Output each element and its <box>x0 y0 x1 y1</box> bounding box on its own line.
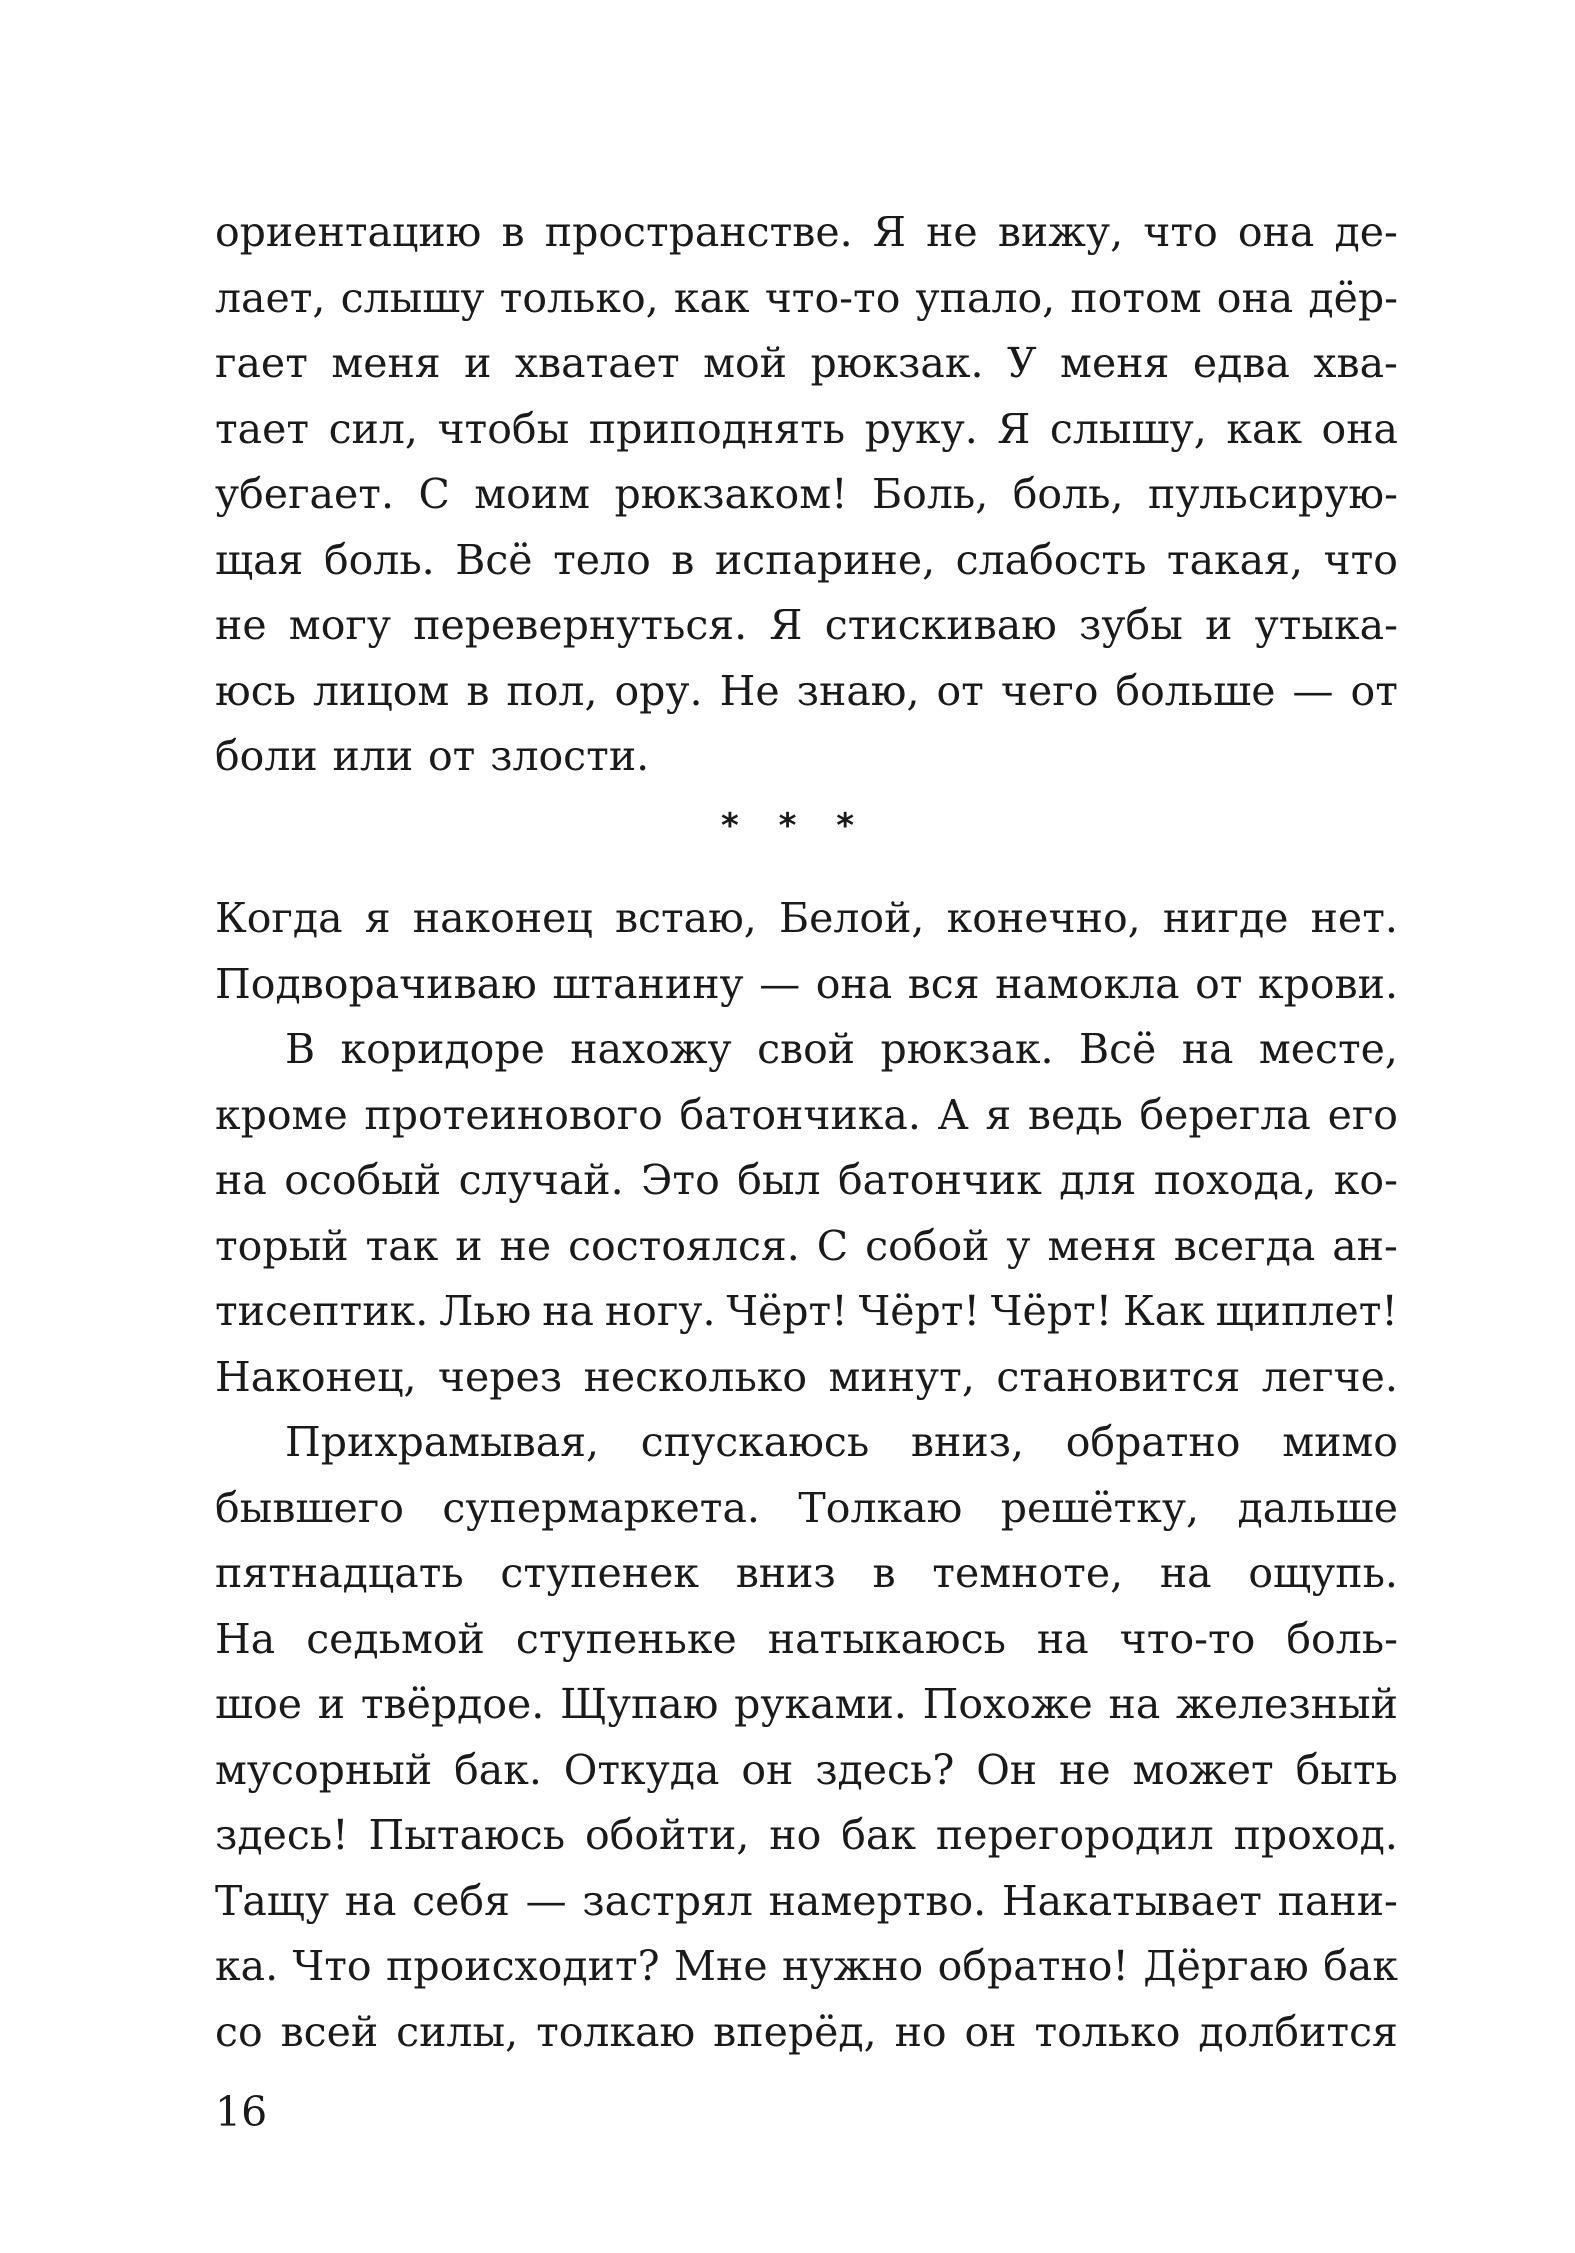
text-line: юсь лицом в пол, ору. Не знаю, от чего больше — от <box>215 666 1398 715</box>
text-line: мусорный бак. Откуда он здесь? Он не может быть <box>215 1745 1398 1794</box>
text-line: Когда я наконец встаю, Белой, конечно, нигде нет. <box>215 894 1398 942</box>
text-line: торый так и не состоялся. С собой у меня всегда ан- <box>215 1221 1398 1270</box>
text-line: со всей силы, толкаю вперёд, но он только долбится <box>215 2007 1398 2056</box>
text-line: лает, слышу только, как что-то упало, потом она дёр- <box>215 273 1398 322</box>
text-line: боли или от злости. <box>215 732 650 780</box>
text-line: Наконец, через несколько минут, становится легче. <box>215 1352 1398 1401</box>
text-line: Прихрамывая, спускаюсь вниз, обратно мимо <box>285 1418 1398 1466</box>
text-line: тисептик. Лью на ногу. Чёрт! Чёрт! Чёрт! Как щиплет! <box>215 1287 1398 1335</box>
text-before-separator <box>215 200 1398 790</box>
text-line: шое и твёрдое. Щупаю руками. Похоже на железный <box>215 1680 1398 1728</box>
text-after-separator <box>215 886 1398 2065</box>
text-line: тает сил, чтобы приподнять руку. Я слышу, как она <box>215 404 1398 453</box>
text-line: щая боль. Всё тело в испарине, слабость такая, что <box>215 535 1398 584</box>
text-line: здесь! Пытаюсь обойти, но бак перегородил проход. <box>215 1811 1398 1859</box>
text-line: не могу перевернуться. Я стискиваю зубы и утыка- <box>215 601 1398 649</box>
section-separator: * * * <box>720 806 868 846</box>
text-line: ориентацию в пространстве. Я не вижу, что она де- <box>215 208 1398 256</box>
text-line: гает меня и хватает мой рюкзак. У меня едва хва- <box>215 339 1398 387</box>
page-number: 16 <box>215 2088 268 2136</box>
text-line: В коридоре нахожу свой рюкзак. Всё на месте, <box>285 1025 1398 1073</box>
text-line: на особый случай. Это был батончик для похода, ко- <box>215 1156 1398 1204</box>
text-line: На седьмой ступеньке натыкаюсь на что-то боль- <box>215 1614 1398 1663</box>
text-line: Подворачиваю штанину — она вся намокла от крови. <box>215 959 1398 1008</box>
text-line: бывшего супермаркета. Толкаю решётку, дальше <box>215 1483 1398 1532</box>
text-line: ка. Что происходит? Мне нужно обратно! Дёргаю бак <box>215 1942 1398 1990</box>
text-line: кроме протеинового батончика. А я ведь берегла его <box>215 1090 1398 1139</box>
text-line: убегает. С моим рюкзаком! Боль, боль, пульсирую- <box>215 470 1398 518</box>
text-line: Тащу на себя — застрял намертво. Накатывает пани- <box>215 1876 1398 1925</box>
text-line: пятнадцать ступенек вниз в темноте, на ощупь. <box>215 1549 1398 1597</box>
